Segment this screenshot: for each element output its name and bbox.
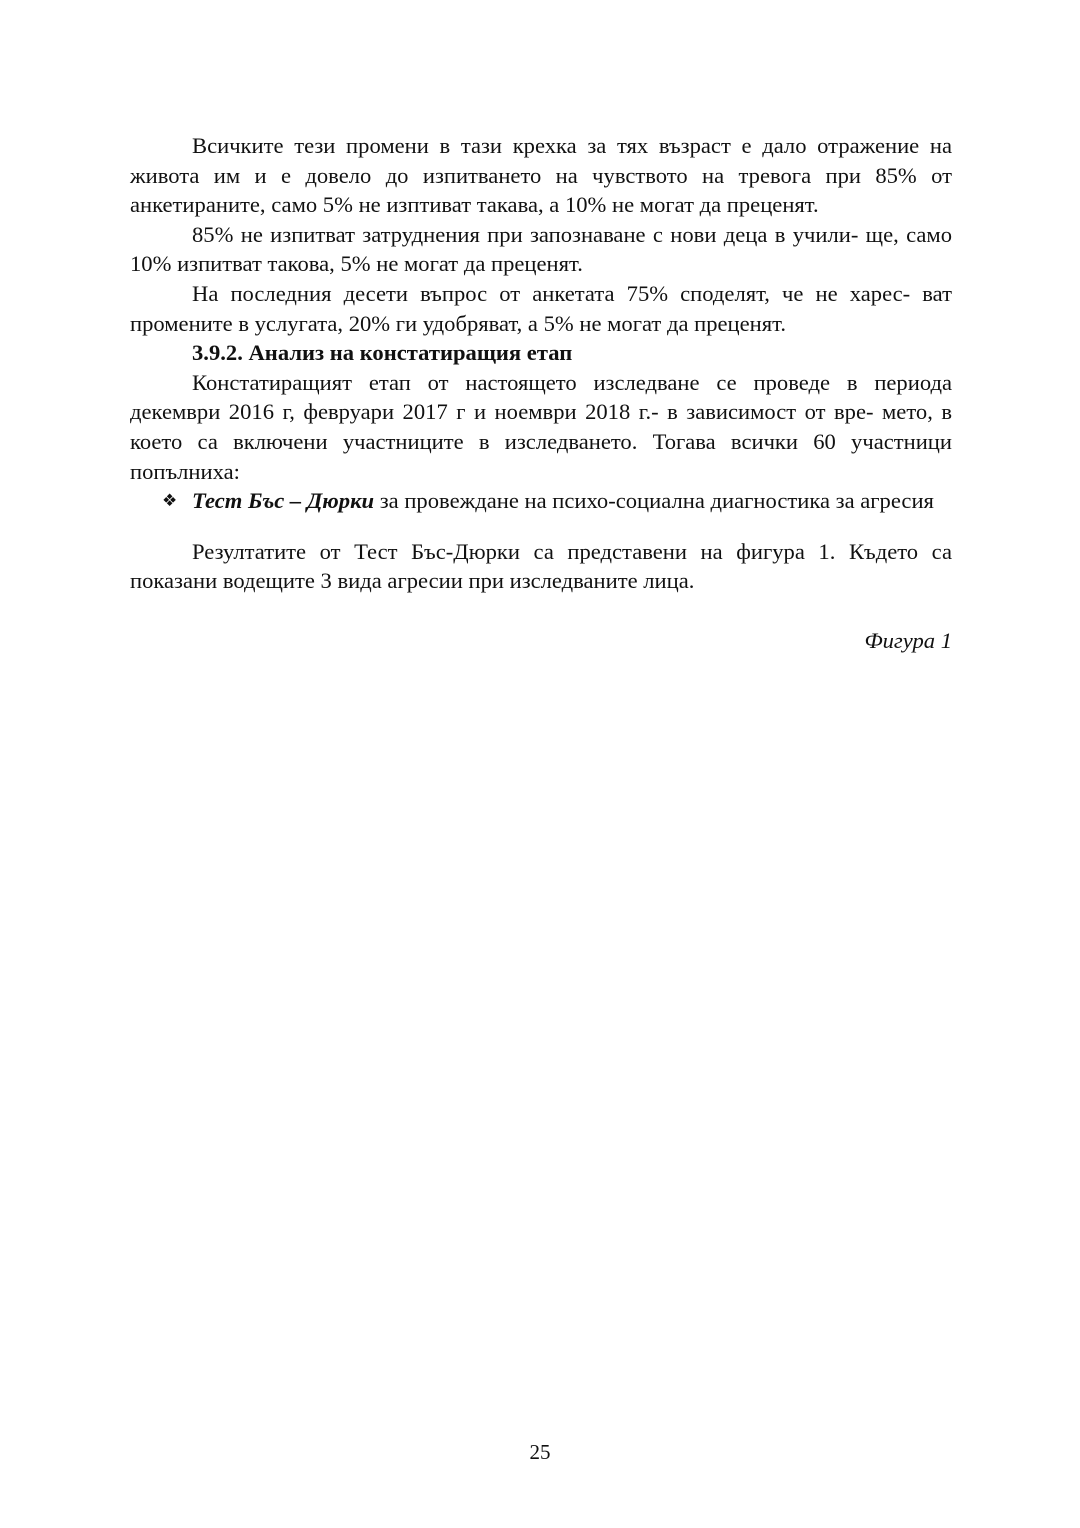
- bullet-text: за провеждане на психо-социална диагностика за агресия: [374, 488, 934, 514]
- page-number: 25: [529, 1440, 551, 1464]
- diamond-bullet-icon: ❖: [162, 491, 178, 511]
- paragraph-results: Резултатите от Тест Бъс-Дюрки са представени на фигура 1. Където са показани водещите 3 вида агресии при изследваните лица.: [130, 538, 952, 594]
- page-content: [130, 131, 952, 656]
- spacer: [130, 516, 952, 537]
- paragraph-new-children: 85% не изпитват затруднения при запознаване с нови деца в учили- ще, само 10% изпитват такова, 5% не могат да преценят.: [130, 221, 952, 277]
- section-heading: 3.9.2. Анализ на констатиращия етап: [192, 340, 573, 366]
- figure-label: Фигура 1: [864, 627, 952, 653]
- paragraph-stage-description: Констатиращият етап от настоящето изследване се проведе в периода декември 2016 г, февруари 2017 г и ноември 2018 г.- в зависимост от вре- мето, в което са включени участниците в изследването. Тогава всички 60 участници попълниха:: [130, 369, 952, 484]
- bullet-bold-title: Тест Бъс – Дюрки: [192, 488, 375, 514]
- paragraph-last-question: На последния десети въпрос от анкетата 75% споделят, че не харес- ват промените в услугата, 20% ги удобряват, а 5% не могат да преценят.: [130, 280, 952, 336]
- bullet-item-test: [130, 486, 952, 516]
- paragraph-anxiety: Всичките тези промени в тази крехка за тях възраст е дало отражение на живота им и е довело до изпитването на чувството на тревога при 85% от анкетираните, само 5% не изптиват такава, а 10% не могат да преценят.: [130, 133, 952, 218]
